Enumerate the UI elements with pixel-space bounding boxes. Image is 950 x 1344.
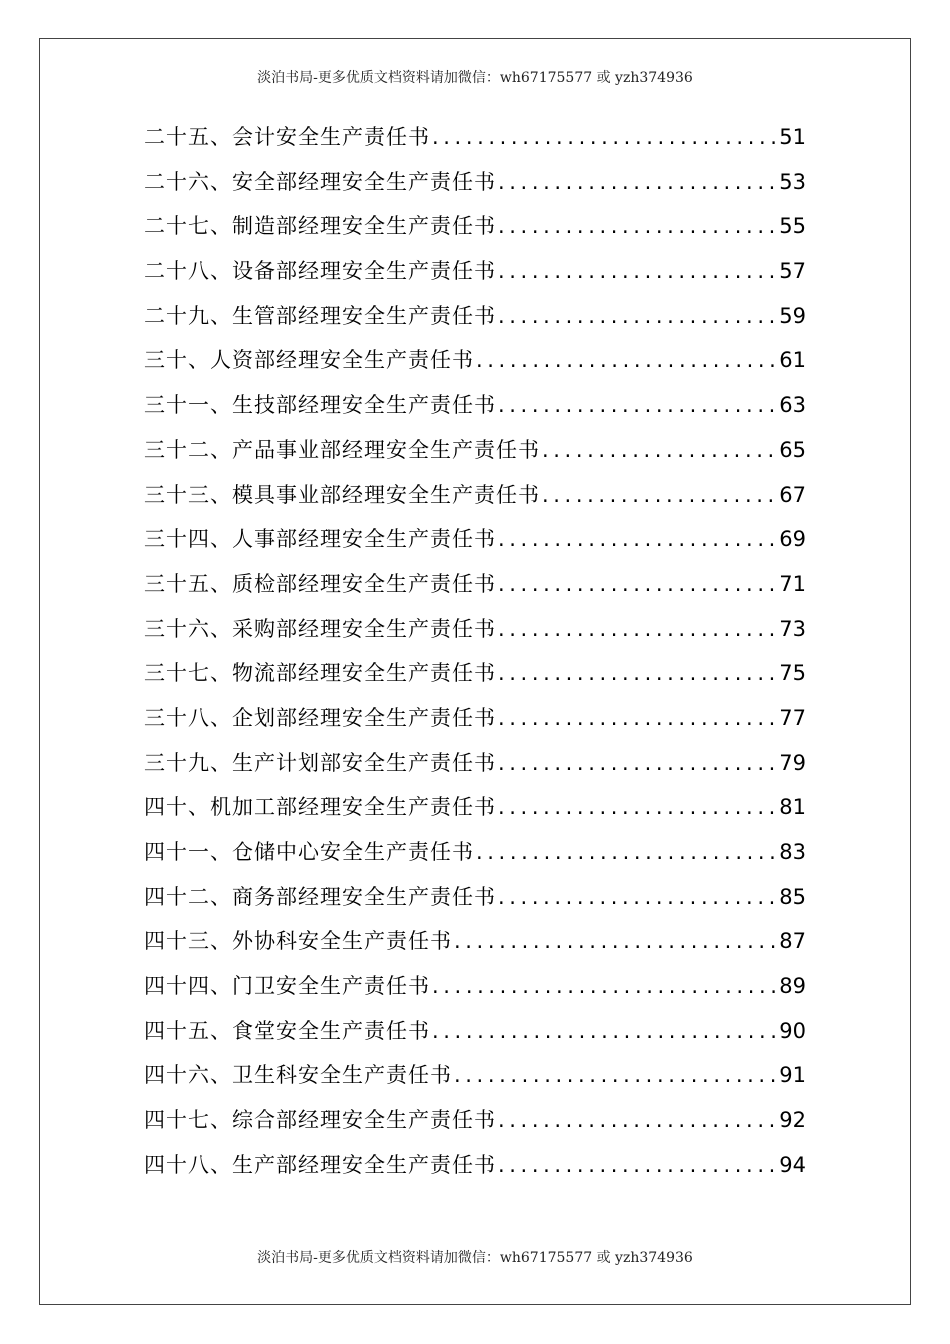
toc-leader-dots	[496, 607, 777, 652]
toc-entry[interactable]	[144, 1053, 806, 1098]
toc-entry-page: 69	[779, 527, 806, 552]
page-header: 淡泊书局-更多优质文档资料请加微信：wh67175577 或 yzh374936	[257, 70, 693, 86]
toc-entry-page: 77	[779, 705, 806, 730]
toc-entry[interactable]	[144, 517, 806, 562]
toc-entry-title: 三十四、人事部经理安全生产责任书	[144, 527, 496, 552]
toc-leader-dots	[496, 562, 777, 607]
toc-entry-title: 二十八、设备部经理安全生产责任书	[144, 259, 496, 284]
toc-leader-dots	[496, 741, 777, 786]
toc-leader-dots	[496, 294, 777, 339]
toc-entry-title: 四十三、外协科安全生产责任书	[144, 929, 452, 954]
page-footer: 淡泊书局-更多优质文档资料请加微信：wh67175577 或 yzh374936	[257, 1250, 693, 1266]
toc-entry-title: 三十三、模具事业部经理安全生产责任书	[144, 482, 540, 507]
toc-entry-title: 四十七、综合部经理安全生产责任书	[144, 1108, 496, 1133]
toc-leader-dots	[496, 383, 777, 428]
toc-entry-page: 61	[779, 348, 806, 373]
toc-entry[interactable]	[144, 562, 806, 607]
toc-leader-dots	[452, 919, 777, 964]
toc-leader-dots	[540, 428, 777, 473]
toc-entry[interactable]	[144, 115, 806, 160]
toc-leader-dots	[496, 517, 777, 562]
toc-entry-page: 59	[779, 303, 806, 328]
toc-entry[interactable]	[144, 919, 806, 964]
toc-leader-dots	[496, 651, 777, 696]
toc-entry-page: 55	[779, 214, 806, 239]
toc-leader-dots	[496, 875, 777, 920]
toc-entry-page: 75	[779, 661, 806, 686]
toc-entry-title: 三十八、企划部经理安全生产责任书	[144, 705, 496, 730]
toc-leader-dots	[474, 830, 777, 875]
toc-entry[interactable]	[144, 428, 806, 473]
toc-entry-title: 三十五、质检部经理安全生产责任书	[144, 571, 496, 596]
toc-entry-page: 85	[779, 884, 806, 909]
toc-leader-dots	[452, 1053, 777, 1098]
toc-entry-page: 79	[779, 750, 806, 775]
toc-entry[interactable]	[144, 875, 806, 920]
toc-entry-page: 90	[779, 1018, 806, 1043]
toc-entry-title: 二十七、制造部经理安全生产责任书	[144, 214, 496, 239]
toc-entry[interactable]	[144, 249, 806, 294]
toc-entry[interactable]	[144, 294, 806, 339]
toc-entry-title: 三十七、物流部经理安全生产责任书	[144, 661, 496, 686]
toc-leader-dots	[496, 1143, 777, 1188]
toc-entry-page: 81	[779, 795, 806, 820]
toc-entry-page: 57	[779, 259, 806, 284]
toc-entry[interactable]	[144, 696, 806, 741]
toc-entry-page: 83	[779, 840, 806, 864]
toc-entry-title: 二十五、会计安全生产责任书	[144, 125, 430, 149]
toc-entry-page: 91	[779, 1063, 806, 1088]
toc-entry-page: 89	[779, 974, 806, 999]
toc-entry-title: 四十一、仓储中心安全生产责任书	[144, 840, 474, 864]
toc-entry-title: 四十六、卫生科安全生产责任书	[144, 1063, 452, 1088]
toc-entry-title: 四十八、生产部经理安全生产责任书	[144, 1152, 496, 1177]
table-of-contents	[144, 115, 806, 1188]
toc-entry-title: 三十一、生技部经理安全生产责任书	[144, 393, 496, 418]
toc-entry[interactable]	[144, 964, 806, 1009]
toc-entry[interactable]	[144, 651, 806, 696]
toc-leader-dots	[430, 1009, 777, 1054]
toc-leader-dots	[496, 785, 777, 830]
toc-leader-dots	[474, 338, 777, 383]
toc-entry-page: 94	[779, 1152, 806, 1177]
toc-entry[interactable]	[144, 1143, 806, 1188]
toc-leader-dots	[496, 204, 777, 249]
toc-entry-title: 二十六、安全部经理安全生产责任书	[144, 169, 496, 194]
toc-entry-title: 四十五、食堂安全生产责任书	[144, 1018, 430, 1043]
toc-entry[interactable]	[144, 383, 806, 428]
toc-entry[interactable]	[144, 1098, 806, 1143]
toc-entry[interactable]	[144, 160, 806, 205]
toc-entry[interactable]	[144, 338, 806, 383]
toc-entry[interactable]	[144, 1009, 806, 1054]
toc-entry-page: 67	[779, 482, 806, 507]
toc-entry-page: 51	[779, 125, 806, 149]
toc-entry-page: 87	[779, 929, 806, 954]
toc-entry-title: 三十、人资部经理安全生产责任书	[144, 348, 474, 373]
toc-entry[interactable]	[144, 204, 806, 249]
toc-entry-title: 二十九、生管部经理安全生产责任书	[144, 303, 496, 328]
toc-entry-title: 四十四、门卫安全生产责任书	[144, 974, 430, 999]
toc-entry-page: 63	[779, 393, 806, 418]
toc-leader-dots	[496, 160, 777, 205]
toc-entry-title: 三十九、生产计划部安全生产责任书	[144, 750, 496, 775]
toc-entry-page: 65	[779, 437, 806, 462]
toc-entry[interactable]	[144, 473, 806, 518]
toc-entry-page: 73	[779, 616, 806, 641]
toc-entry[interactable]	[144, 607, 806, 652]
toc-entry-page: 71	[779, 571, 806, 596]
toc-entry-page: 92	[779, 1108, 806, 1133]
toc-leader-dots	[496, 249, 777, 294]
toc-leader-dots	[430, 964, 777, 1009]
toc-leader-dots	[496, 1098, 777, 1143]
toc-entry[interactable]	[144, 741, 806, 786]
toc-entry-title: 三十二、产品事业部经理安全生产责任书	[144, 437, 540, 462]
toc-entry[interactable]	[144, 785, 806, 830]
toc-entry-title: 四十二、商务部经理安全生产责任书	[144, 884, 496, 909]
toc-leader-dots	[540, 473, 777, 518]
toc-entry-page: 53	[779, 169, 806, 194]
toc-entry[interactable]	[144, 830, 806, 875]
toc-leader-dots	[430, 115, 777, 160]
toc-entry-title: 四十、机加工部经理安全生产责任书	[144, 795, 496, 820]
toc-leader-dots	[496, 696, 777, 741]
toc-entry-title: 三十六、采购部经理安全生产责任书	[144, 616, 496, 641]
